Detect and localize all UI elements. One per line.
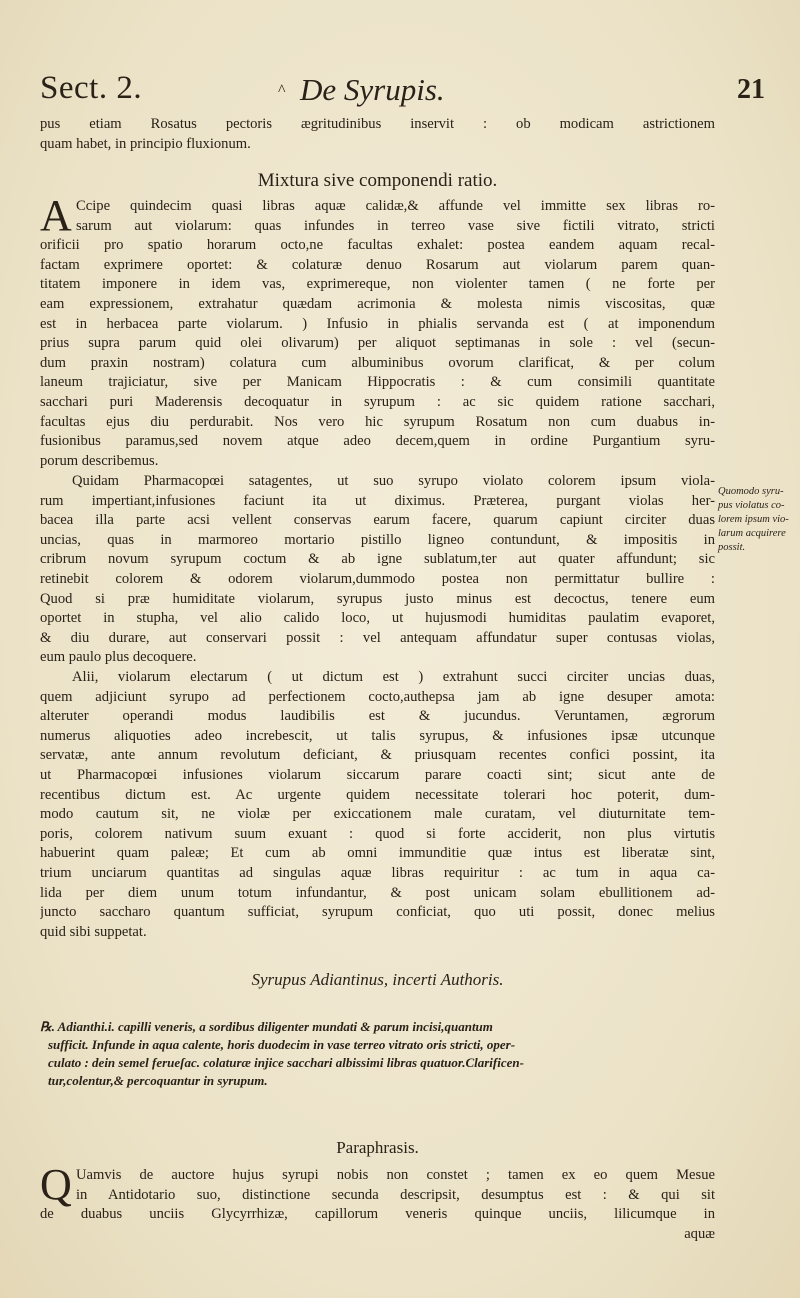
margin-note-line: Quomodo syru- — [718, 486, 784, 497]
text-line: ut Pharmacopœi infusiones violarum siccarum parare coacti sint; sicut ante de — [40, 766, 715, 783]
text-line: alteruter operandi modus laudibilis est & jucundus. Veruntamen, ægrorum — [40, 708, 715, 725]
text-line: quid sibi suppetat. — [40, 923, 147, 940]
margin-note-line: pus violatus co- — [718, 500, 785, 511]
text-line: recentibus dictum est. Ac urgente quidem necessitate tolerari hoc poterit, dum- — [40, 786, 715, 803]
text-line: dum praxin nostram) colatura cum albuminibus ovorum clarificat, & per colum — [40, 354, 715, 371]
text-line: lida per diem unum totum infundantur, & post unicam solam ebullitionem ad- — [40, 884, 715, 901]
text-line: eam expressionem, extrahatur quædam acrimonia & molesta nimis viscositas, quæ — [40, 295, 715, 312]
text-line: bacea illa parte acsi vellent conservas earum facere, quarum capiunt circiter duas — [40, 512, 715, 529]
text-line: pus etiam Rosatus pectoris ægritudinibus inservit : ob modicam astrictionem — [40, 116, 715, 132]
text-line: cribrum novum syrupum coctum & ab igne sublatum,ter aut quater affundunt; sic — [40, 551, 715, 568]
text-line: quam habet, in principio fluxionum. — [40, 135, 251, 152]
text-line: numerus aliquoties adeo increbescit, ut talis syrupus, & infusiones ipsæ utcunque — [40, 727, 715, 744]
text-line: eum paulo plus decoquere. — [40, 649, 197, 666]
text-line: uncias, quas in marmoreo mortario pistillo ligneo contundunt, & impositis in — [40, 531, 715, 548]
heading-paraphrasis: Paraphrasis. — [336, 1138, 419, 1157]
text-line: est in herbacea parte violarum. ) Infusio in phialis servanda est ( at imponendum — [40, 315, 715, 332]
intro-paragraph — [40, 115, 715, 154]
text-line: Quidam Pharmacopœi satagentes, ut suo syrupo violato colorem ipsum viola- — [72, 473, 715, 489]
recipe-line: ℞. Adianthi.i. capilli veneris, a sordibus diligenter mundati & parum incisi,quantum — [40, 1019, 493, 1034]
text-line: modo cautum sit, ne violæ per exiccationem male curatam, vel diuturnitate tem- — [40, 806, 715, 823]
mixtura-paragraph — [40, 191, 715, 471]
text-line: de duabus unciis Glycyrrhizæ, capillorum veneris quinque unciis, lilicumque in — [40, 1206, 715, 1223]
text-line: poris, colorem nativum suum exuant : quod si forte acciderit, non plus virtutis — [40, 825, 715, 842]
text-line: quem adjiciunt syrupo ad perfectionem cocto,authepsa jam ab igne desuper amota: — [40, 688, 715, 705]
text-line: rum impertiant,infusiones faciunt ita ut diximus. Præterea, purgant violas her- — [40, 492, 715, 509]
margin-note-line: lorem ipsum vio- — [718, 514, 789, 525]
page-number: 21 — [737, 74, 765, 105]
margin-note-line: larum acquirere — [718, 528, 786, 539]
paraphrasis-paragraph — [40, 1160, 715, 1244]
text-line: facultas ejus diu perdurabit. Nos vero hic syrupum Rosatum non cum duabus in- — [40, 413, 715, 430]
running-title: De Syrupis. — [300, 72, 445, 107]
drop-cap-a: A — [40, 191, 72, 240]
text-line: oportet in stupha, vel alio calido loco, ut hujusmodi humiditas paulatim evaporet, — [40, 610, 715, 627]
text-line: juncto saccharo quantum sufficiat, syrupum conficiat, quo uti possit, donec melius — [40, 904, 715, 921]
text-line: laneum trajiciatur, sive per Manicam Hippocratis : & cum consimili quantitate — [40, 374, 715, 391]
text-line: fusionibus paramus,sed novem atque adeo decem,quem in ordine Purgantium syru- — [40, 433, 715, 450]
text-line: Alii, violarum electarum ( ut dictum est ) extrahunt succi circiter uncias duas, — [72, 669, 715, 685]
text-line: trium unciarum quantitas ad singulas aquæ libras requiritur : ac tum in aqua ca- — [40, 864, 715, 881]
margin-note-line: possit. — [718, 542, 746, 553]
quidam-paragraph — [40, 472, 715, 668]
text-line: in Antidotario suo, distinctione secunda descripsit, desumptus est : & qui sit — [76, 1186, 715, 1203]
text-line: Ccipe quindecim quasi libras aquæ calidæ,& affunde vel immitte sex libras ro- — [76, 198, 715, 214]
section-label: Sect. 2. — [40, 70, 143, 106]
text-line: Uamvis de auctore hujus syrupi nobis non constet ; tamen ex eo quem Mesue — [76, 1167, 715, 1183]
text-line: Quod si præ humiditate violarum, syrupus justo minus est decoctus, tenere eum — [40, 590, 715, 607]
text-line: factam exprimere oportet: & colaturæ denuo Rosarum aut violarum parem quan- — [40, 256, 715, 273]
text-line: sarum aut violarum: quas infundes in terreo vase sive fictili vitrato, stricti — [76, 217, 715, 234]
text-line: & diu durare, aut conservari possit : vel antequam affundatur super contusas violas, — [40, 629, 715, 646]
heading-mixtura: Mixtura sive componendi ratio. — [257, 170, 498, 191]
text-line: sacchari puri Maderensis decoquatur in syrupum : ac sic quidem ratione sacchari, — [40, 393, 715, 410]
drop-cap-q: Q — [40, 1160, 72, 1209]
text-line: orificii pro spatio horarum octo,ne facultas exhalet: postea eandem aquam recal- — [40, 237, 715, 254]
recipe-line: sufficit. Infunde in aqua calente, horis duodecim in vase terreo vitrato oris stricti, oper- — [48, 1037, 516, 1052]
text-line: porum describemus. — [40, 452, 159, 469]
text-line: prius supra parum quid olei olivarum) per aliquot septimanas in sole : vel (secun- — [40, 335, 715, 352]
recipe-block — [40, 1018, 715, 1090]
caret-mark: ^ — [278, 82, 286, 99]
margin-note — [718, 485, 788, 555]
recipe-line: culato : dein semel ferueſac. colaturæ injice sacchari albissimi libras quatuor.Clarificen- — [48, 1055, 524, 1070]
text-line: habuerint quam paleæ; Et cum ab omni immunditie quæ intus est liberatæ sint, — [40, 845, 715, 862]
catchword: aquæ — [684, 1225, 715, 1242]
alii-paragraph — [40, 668, 715, 942]
text-line: titatem imponere in idem vas, exprimereque, non violenter tamen ( ne forte per — [40, 276, 715, 293]
recipe-line: tur,colentur,& percoquantur in syrupum. — [48, 1073, 268, 1088]
text-line: servatæ, ante annum revolutum deficiant, & priusquam recentes confici possint, ita — [40, 747, 715, 764]
text-line: retinebit colorem & odorem violarum,dummodo postea non permittatur bullire : — [40, 570, 715, 587]
heading-syrupus: Syrupus Adiantinus, incerti Authoris. — [251, 970, 504, 989]
running-header — [40, 70, 765, 110]
